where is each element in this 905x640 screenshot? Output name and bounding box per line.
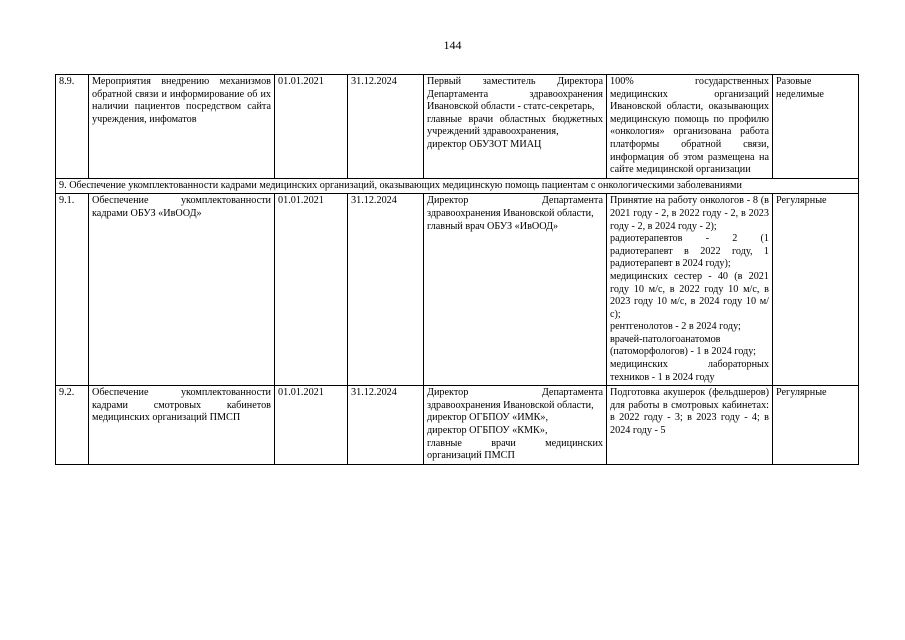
end-date: 31.12.2024: [348, 386, 424, 465]
start-date: 01.01.2021: [275, 386, 348, 465]
page-number: 144: [443, 38, 462, 52]
section-row: [56, 178, 859, 194]
type-cell: Разовые неделимые: [773, 75, 859, 179]
type-cell: Регулярные: [773, 386, 859, 465]
row-number: 8.9.: [56, 75, 89, 179]
responsible-line: главные врачи областных бюджетных учреждений здравоохранения,: [427, 113, 603, 138]
responsible-line: главный врач ОБУЗ «ИвООД»: [427, 220, 559, 232]
responsible-line: Директор Департамента здравоохранения Ивановской области,: [427, 387, 603, 411]
result-cell: [607, 194, 773, 386]
result-line: медицинских сестер - 40 (в 2021 году 10 м/с, в 2022 году 10 м/с, в 2023 году 10 м/с, в 2024 году 10 м/с);: [610, 270, 769, 320]
plan-table: [55, 74, 859, 465]
responsible-cell: [424, 75, 607, 179]
result-line: Принятие на работу онкологов - 8 (в 2021 году - 2, в 2022 году - 2, в 2023 году - 2, в 2024 году - 2);: [610, 195, 769, 232]
responsible-cell: [424, 194, 607, 386]
start-date: 01.01.2021: [275, 194, 348, 386]
end-date: 31.12.2024: [348, 194, 424, 386]
row-number: 9.1.: [56, 194, 89, 386]
table-row: [56, 75, 859, 179]
result-line: медицинских лабораторных техников - 1 в 2024 году: [610, 359, 769, 383]
result-cell: 100% государственных медицинских организаций Ивановской области, оказывающих медицинскую помощь по профилю «онкология» организована работа платформы обратной связи, информация об этом размещена на сайте медицинской организации: [607, 75, 773, 179]
responsible-cell: [424, 386, 607, 465]
responsible-line: директор ОГБПОУ «ИМК»,: [427, 412, 549, 424]
activity-cell: Мероприятия внедрению механизмов обратной связи и информирование об их наличии пациентов посредством сайта учреждения, инфоматов: [89, 75, 275, 179]
result-line: Подготовка акушерок (фельдшеров) для работы в смотровых кабинетах: в 2022 году - 3; в 2023 году - 4; в 2024 году - 5: [610, 387, 769, 437]
activity-cell: Обеспечение укомплектованности кадрами ОБУЗ «ИвООД»: [89, 194, 275, 386]
responsible-line: главные врачи медицинских организаций ПМСП: [427, 437, 603, 462]
activity-cell: Обеспечение укомплектованности кадрами смотровых кабинетов медицинских организаций ПМСП: [89, 386, 275, 465]
result-cell: [607, 386, 773, 465]
result-line: врачей-патологоанатомов (патоморфологов) - 1 в 2024 году;: [610, 333, 757, 358]
section-title: 9. Обеспечение укомплектованности кадрами медицинских организаций, оказывающих медицинскую помощь пациентам с онкологическими заболеваниями: [56, 178, 859, 194]
row-number: 9.2.: [56, 386, 89, 465]
result-line: радиотерапевтов - 2 (1 радиотерапевт в 2022 году, 1 радиотерапевт в 2024 году);: [610, 233, 769, 270]
responsible-line: директор ОБУЗОТ МИАЦ: [427, 138, 542, 150]
type-cell: Регулярные: [773, 194, 859, 386]
result-line: рентгенолотов - 2 в 2024 году;: [610, 321, 741, 333]
table-row: [56, 194, 859, 386]
responsible-line: Директор Департамента здравоохранения Ивановской области,: [427, 195, 603, 219]
start-date: 01.01.2021: [275, 75, 348, 179]
end-date: 31.12.2024: [348, 75, 424, 179]
responsible-line: Первый заместитель Директора Департамента здравоохранения Ивановской области - статс-секретарь,: [427, 76, 603, 113]
table-row: [56, 386, 859, 465]
responsible-line: директор ОГБПОУ «КМК»,: [427, 425, 548, 437]
